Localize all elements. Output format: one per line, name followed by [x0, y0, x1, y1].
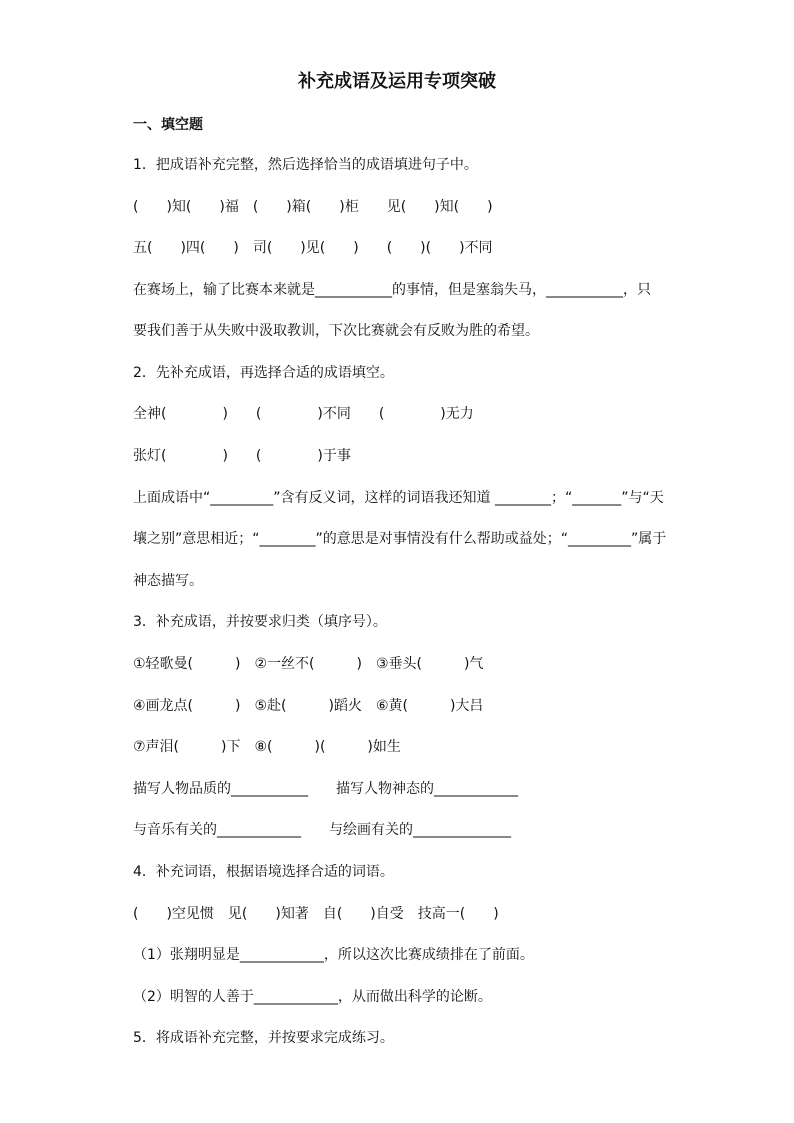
question-3-idioms-row2: ④画龙点( ) ⑤赴( )蹈火 ⑥黄( )大吕 [133, 698, 484, 714]
page-title: 补充成语及运用专项突破 [298, 71, 496, 92]
question-1-idioms-row2: 五( )四( ) 司( )见( ) ( )( )不同 [133, 240, 493, 256]
question-2-prompt: 2．先补充成语，再选择合适的成语填空。 [133, 365, 394, 381]
question-1-idioms-row1: ( )知( )福 ( )箱( )柜 见( )知( ) [133, 199, 493, 215]
question-3-category-row1: 描写人物品质的___________ 描写人物神态的____________ [133, 781, 518, 797]
question-3-prompt: 3．补充成语，并按要求归类（填序号）。 [133, 614, 387, 630]
question-2-text-line2: 壤之别”意思相近；“________”的意思是对事情没有什么帮助或益处；“_________”属于 [133, 531, 667, 547]
question-4-idioms-row: ( )空见惯 见( )知著 自( )自受 技高一( ) [133, 906, 499, 922]
section-heading: 一、填空题 [133, 117, 203, 133]
question-4-sentence-1: （1）张翔明显是____________，所以这次比赛成绩排在了前面。 [133, 947, 534, 963]
question-1-sentence-line2: 要我们善于从失败中汲取教训，下次比赛就会有反败为胜的希望。 [133, 323, 539, 339]
question-2-text-line3: 神态描写。 [133, 573, 203, 589]
question-4-prompt: 4．补充词语，根据语境选择合适的词语。 [133, 864, 394, 880]
question-2-idioms-row2: 张灯( ) ( )于事 [133, 448, 351, 464]
question-3-category-row2: 与音乐有关的____________ 与绘画有关的______________ [133, 822, 511, 838]
question-5-prompt: 5．将成语补充完整，并按要求完成练习。 [133, 1030, 394, 1046]
question-1-prompt: 1．把成语补充完整，然后选择恰当的成语填进句子中。 [133, 157, 478, 173]
question-3-idioms-row3: ⑦声泪( )下 ⑧( )( )如生 [133, 739, 401, 755]
question-2-text-line1: 上面成语中“_________”含有反义词，这样的词语我还知道 ________；“_______”与“天 [133, 490, 664, 506]
question-3-idioms-row1: ①轻歌曼( ) ②一丝不( ) ③垂头( )气 [133, 656, 484, 672]
question-4-sentence-2: （2）明智的人善于____________，从而做出科学的论断。 [133, 989, 492, 1005]
question-2-idioms-row1: 全神( ) ( )不同 ( )无力 [133, 406, 474, 422]
question-1-sentence-line1: 在赛场上，输了比赛本来就是___________的事情，但是塞翁失马，___________，只 [133, 282, 651, 298]
